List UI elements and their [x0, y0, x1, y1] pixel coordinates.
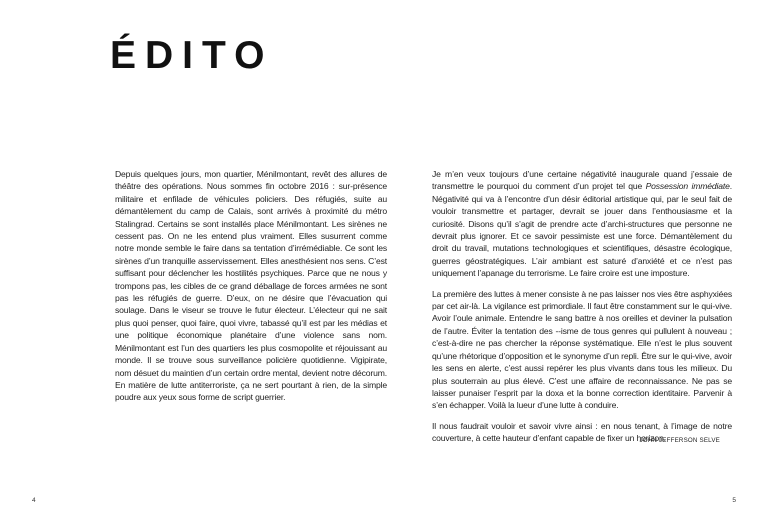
page-number-right: 5 — [732, 497, 736, 504]
page-title: ÉDITO — [110, 34, 274, 77]
right-paragraph-1 — [432, 168, 732, 280]
right-paragraph-1-end: . Négativité qui va à l’encontre d’un désir éditorial artistique qui, par le seul fait de vouloir transmettre et partager, devrait se jouer dans l’enthousiasme et la curiosité. Disons qu’il s’agit de prendre acte d’archi-structures que personne ne devrait plus ignorer. Et ce savoir pessimiste est une force. Démantèlement du droit du travail, mutations technologiques et scientifiques, désastre écologique, guerres géostratégiques. L’air ambiant est saturé d’anxiété et ce n’est pas uniquement l’apanage du terrorisme. Le faire croire est une imposture. — [432, 181, 732, 279]
author-signature: JOHN JEFFERSON SELVE — [639, 437, 720, 444]
left-paragraph-1: Depuis quelques jours, mon quartier, Ménilmontant, revêt des allures de théâtre des opérations. Nous sommes fin octobre 2016 : sur-présence militaire et enfilade de véhicules policiers. Des réfugiés, suite au démantèlement du camp de Calais, sont arrivés à proximité du métro Stalingrad. Certains se sont installés place Ménilmontant. Les sirènes ne cessent pas. On ne les entend plus vraiment. Elles susurrent comme notre monde semble le faire dans sa tentation d’irrémédiable. Ce sont les sirènes d’un tranquille asservissement. Elles anesthésient nos sens. C’est suffisant pour déclencher les hostilités psychiques. Parce que ne nous y trompons pas, les cibles de ce grand déballage de forces armées ne sont pas les réfugiés de guerre. D’eux, on ne désire que l’évacuation qui soulage. Dans le viseur se trouve le futur électeur. L’électeur qui ne sait plus quoi penser, quoi faire, quoi vivre, tabassé qu’il est par les médias et une politique économique planétaire d’une violence sans nom. Ménilmontant est l’un des quartiers les plus cosmopolite et réjouissant au monde. Il se trouve sous surveillance policière quotidienne. Vigipirate, nom désuet du maintien d’un certain ordre mental, devient notre décorum. En matière de lutte antiterroriste, ça ne sert pourtant à rien, de la simple poudre aux yeux sous forme de script guerrier. — [115, 169, 387, 403]
left-column — [115, 168, 387, 412]
right-paragraph-1-start: Je m’en veux toujours d’une certaine négativité inaugurale quand j’essaie de transmettre le pourquoi du comment d’un projet tel que — [432, 169, 732, 192]
right-paragraph-1-title: Possession immédiate — [645, 181, 730, 192]
right-column — [432, 168, 732, 453]
right-paragraph-2: La première des luttes à mener consiste à ne pas laisser nos vies être asphyxiées par cet air-là. La vigilance est primordiale. Il faut être constamment sur le qui-vive. Avoir l’oule animale. Entendre le sang battre à nos oreilles et deviner la pulsation de l’autre. Éviter la tentation des --isme de tous genres qui pullulent à nouveau ; c’est-à-dire ne pas chercher la réponse systématique. Elle n’est le plus souvent qu’une rhétorique d’opposition et le synonyme d’un repli. Être sur le qui-vive, avoir les sens en alerte, c’est aussi repérer les plus vivants dans tous les milieux. Du plus souterrain au plus élevé. C’est une affaire de reconnaissance. Ne pas se laisser punaiser l’esprit par la doxa et la bonne correction identitaire. Parvenir à s’en échapper. Voilà la lueur d’une lutte à conduire. — [432, 288, 732, 411]
right-paragraph-3: Il nous faudrait vouloir et savoir vivre ainsi : en nous tenant, à l’image de notre couverture, à cette hauteur d’enfant capable de fixer un horizon. — [432, 420, 732, 444]
page-number-left: 4 — [32, 497, 36, 504]
